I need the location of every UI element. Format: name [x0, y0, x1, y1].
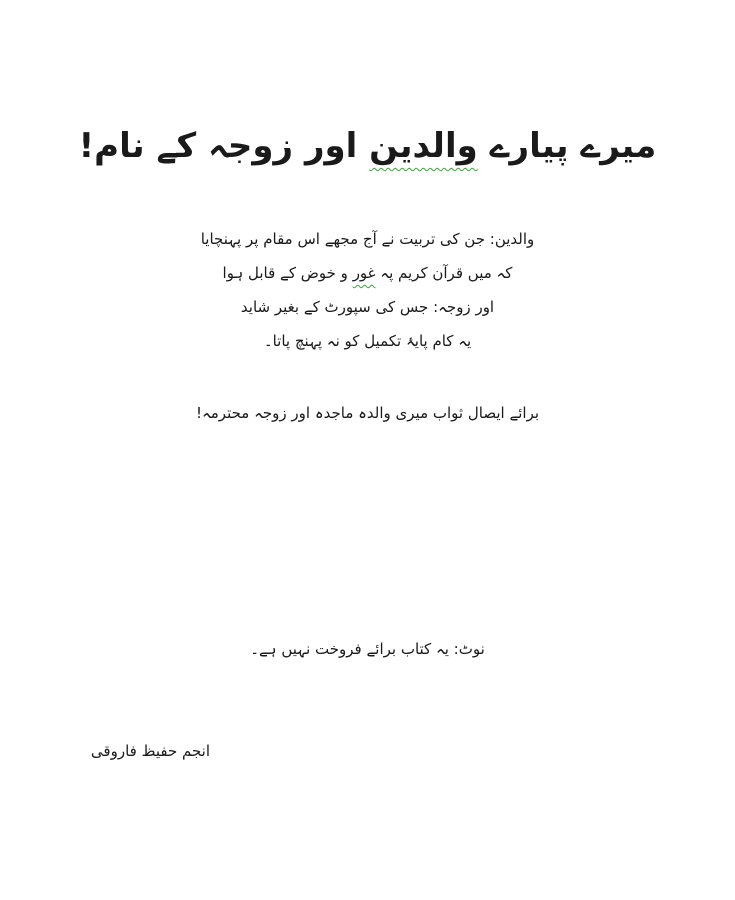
title-part-3: اور زوجہ کے نام! — [78, 126, 370, 166]
author-name: انجم حفیظ فاروقی — [90, 742, 210, 760]
dedication-line-1: والدین: جن کی تربیت نے آج مجھے اس مقام پر پہنچایا — [200, 230, 535, 248]
dedication-line-3: اور زوجہ: جس کی سپورٹ کے بغیر شاید — [240, 298, 495, 316]
dedication-text — [0, 222, 735, 358]
dedication-line-4: یہ کام پایۂ تکمیل کو نہ پہنچ پاتا۔ — [263, 332, 472, 350]
dedication-line-2-part-3: و خوض کے قابل ہوا — [222, 264, 353, 282]
title-part-1: میرے پیارے — [477, 126, 657, 166]
not-for-sale-note: نوٹ: یہ کتاب برائے فروخت نہیں ہے۔ — [250, 640, 485, 658]
dedication-line-2-spellcheck: غور — [352, 264, 376, 282]
dedication-line-2-part-1: کہ میں قرآن کریم پہ — [375, 264, 513, 282]
dedication-line-2 — [0, 256, 735, 290]
page-title — [0, 118, 735, 174]
esaal-sawab-line: برائے ایصال ثواب میری والدہ ماجدہ اور زوجہ محترمہ! — [195, 404, 540, 422]
title-part-2-spellcheck: والدین — [369, 126, 478, 166]
